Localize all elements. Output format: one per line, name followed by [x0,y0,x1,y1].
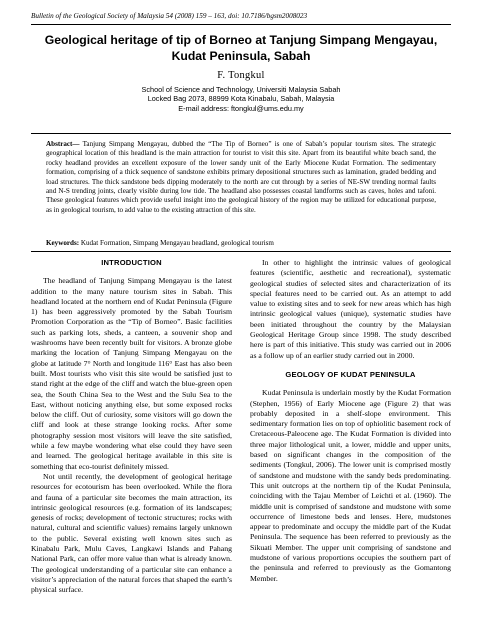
title-line-1: Geological heritage of tip of Borneo at Tanjung Simpang Mengayau, [44,33,438,47]
abstract-label: Abstract— [46,140,80,148]
keywords [46,239,436,248]
affiliation-line: School of Science and Technology, Universiti Malaysia Sabah [141,85,341,94]
running-head: Bulletin of the Geological Society of Malaysia 54 (2008) 159 – 163, doi: 10.7186/bgsm2008023 [31,12,308,20]
body-paragraph: Not until recently, the development of geological heritage resources for ecotourism has been overlooked. While the flora and fauna of a particular site becomes the main attraction, its intrinsic geological resources (e.g. formation of its landscapes; genesis of rocks; development of tectonic structures; rocks with natural, cultural and scientific values) remains largely unknown to the public. Several existing well known sites such as Kinabalu Park, Mulu Caves, Langkawi Islands and Pahang National Park, can offer more value than what is already known. The geological understanding of a particular site can enhance a visitor’s appreciation of the natural forces that shaped the earth’s physical surface. [31,471,232,595]
body-paragraph: In other to highlight the intrinsic values of geological features (scientific, aesthetic and recreational), systematic geological studies of selected sites and characterization of its special features need to be carried out. As an attempt to add value to existing sites and to seek for new areas which has high intrinsic geological values (unique), systematic studies have been initiated throughout the country by the Malaysian Geological Heritage Group since 1998. The study described here is part of this initiative. This study was carried out in 2006 as a follow up of an earlier study carried out in 2000. [250,258,451,360]
section-heading-geology: GEOLOGY OF KUDAT PENINSULA [285,369,416,379]
keywords-label: Keywords: [46,239,80,247]
abstract-top-rule [31,133,451,134]
body-paragraph: Kudat Peninsula is underlain mostly by the Kudat Formation (Stephen, 1956) of Early Miocene age (Figure 2) that was probably deposited in a shelf-slope environment. This sedimentary formation lies on top of ophiolitic basement rock of Cretaceous-Paleocene age. The Kudat Formation is divided into three major lithological unit, a lower, middle and upper units, based on significant changes in the composition of the sediments (Tongkul, 2006). The lower unit is comprised mostly of sandstone and mudstone with the sandy beds predominating. This unit outcrops at the northern tip of the Kudat Peninsula, coinciding with the Tajau Member of Leichti et al. (1960). The middle unit is comprised of sandstone and mudstone with some occurrence of limestone beds and lenses. Here, mudstones appear to predominate and occupy the middle part of the Kudat Peninsula. The sequence has been referred to previously as the Sikuati Member. The upper unit comprising of sandstone and mudstone of various proportions occupies the southern part of the peninsula and referred to previously as the Gomantong Member. [250,388,451,583]
section-heading-introduction: INTRODUCTION [101,258,162,267]
affiliation-line: Locked Bag 2073, 88999 Kota Kinabalu, Sabah, Malaysia [147,94,335,104]
title-line-2: Kudat Peninsula, Sabah [171,48,311,63]
header-rule [31,24,451,25]
body-paragraph: The headland of Tanjung Simpang Mengayau is the latest addition to the many nature tourism sites in Sabah. This headland located at the northern end of Kudat Peninsula (Figure 1) has been aggressively promoted by the Sabah Tourism Promotion Corporation as the “Tip of Borneo”. Basic facilities such as parking lots, sheds, a canteen, a souvenir shop and washrooms have been recently built for visitors. A bronze globe marking the location of Tanjung Simpang Mengayau on the globe at latitude 7° North and longitude 116° East has also been built. Most tourists who visit this site would be satisfied just to stand right at the edge of the cliff and watch the blue-green open sea, the South China Sea to the West and the Sulu Sea to the East, without noticing anything else, but some exposed rocks below the cliff. Out of curiosity, some visitors will go down the cliff and look at these strange looking rocks. After some photography session most visitors will leave the site satisfied, while a few maybe wondering what else could they have seen and learned. The geological heritage available in this site is something that eco-tourist definitely missed. [31,276,232,471]
abstract-text: Tanjung Simpang Mengayau, dubbed the “The Tip of Borneo” is one of Sabah’s popular tourism sites. The strategic geographical location of this headland is the main attraction for tourist to visit this site. Apart from its beautiful white beach sand, the rocky headland provides an excellent exposure of the lower sandy unit of the Early Miocene Kudat Formation. The sedimentary formation, comprising of a thick sequence of sandstone exhibits primary depositional structures such as lamination, graded bedding and load structures. The thick sandstone beds dipping moderately to the north are cut through by a series of NE-SW trending normal faults and N-S trending joints, clearly visible during low tide. The headland also possesses coastal landforms such as caves, holes and tafoni. These geological features which provide useful insight into the geological history of the region may be utilized for educational purpose, as in geological tourism, to add value to the existing attraction of this site. [46,140,436,214]
abstract [46,140,436,215]
left-column [31,258,232,596]
article-title [31,33,451,64]
affiliation-block [31,85,451,113]
email-line: E-mail address: ftongkul@ums.edu.my [178,103,304,113]
right-column [250,258,451,584]
abstract-bottom-rule [31,251,451,252]
author-name: F. Tongkul [217,70,265,81]
keywords-text: Kudat Formation, Simpang Mengayau headland, geological tourism [79,239,274,247]
